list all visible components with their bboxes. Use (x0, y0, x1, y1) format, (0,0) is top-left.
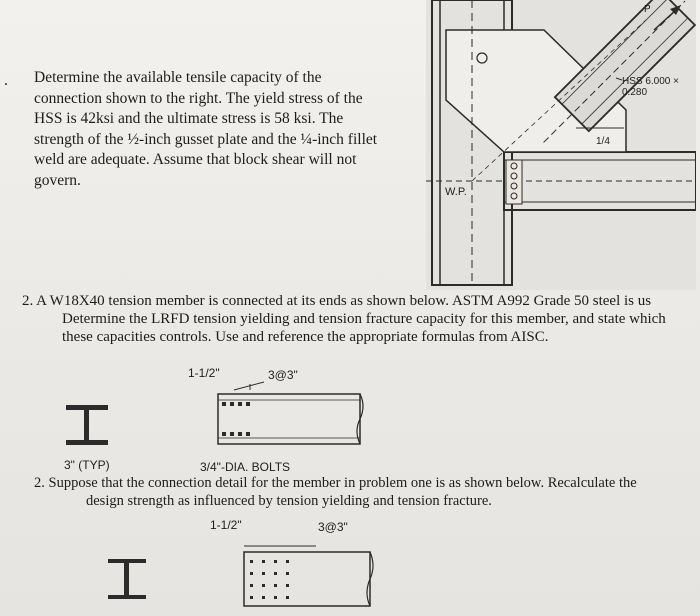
load-label: P (644, 4, 651, 15)
problem-3-line: 2. Suppose that the connection detail for the member in problem one is as shown below. Recalculate the (34, 475, 637, 491)
work-point-label: W.P. (445, 186, 467, 198)
list-bullet: . (4, 72, 8, 89)
bolt-spacing-dim: 3@3" (268, 368, 298, 382)
problem-3-line: design strength as influenced by tension yielding and tension fracture. (86, 493, 492, 509)
problem-1-line: strength of the ½-inch gusset plate and the ¼-inch fillet (34, 130, 378, 148)
problem-1-line: weld are adequate. Assume that block shear will not (34, 151, 357, 168)
problem-1-line: Determine the available tensile capacity of the (34, 69, 322, 86)
hss-connection-drawing (426, 0, 696, 290)
flange-gage-dim: 3" (TYP) (64, 458, 110, 472)
w-shape-section-icon-2 (104, 556, 150, 602)
problem-1-line: govern. (34, 171, 81, 189)
problem-2-line: 2. A W18X40 tension member is connected at its ends as shown below. ASTM A992 Grade 50 steel is us (22, 293, 652, 309)
weld-size-label: 1/4 (596, 136, 610, 147)
edge-distance-dim: 1-1/2" (188, 366, 220, 380)
bolt-size-label: 3/4"-DIA. BOLTS (200, 460, 291, 474)
problem-1-text (34, 68, 416, 191)
hss-size-label: HSS 6.000 × 0.280 (622, 76, 679, 98)
problem-1-line: HSS is 42ksi and the ultimate stress is 58 ksi. The (34, 110, 344, 127)
problem-1-line: connection shown to the right. The yield stress of the (34, 89, 363, 107)
problem-2-line: these capacities controls. Use and reference the appropriate formulas from AISC. (62, 329, 549, 345)
problem-2-text (22, 292, 700, 346)
edge-distance-dim-2: 1-1/2" (210, 518, 242, 532)
problem-3-text (34, 474, 700, 510)
bolt-spacing-dim-2: 3@3" (318, 520, 348, 534)
bolted-connection-plan-2 (236, 540, 386, 610)
w-shape-section-icon (64, 402, 110, 448)
bolted-connection-plan (210, 380, 370, 450)
problem-2-line: Determine the LRFD tension yielding and tension fracture capacity for this member, and state which (62, 311, 666, 327)
